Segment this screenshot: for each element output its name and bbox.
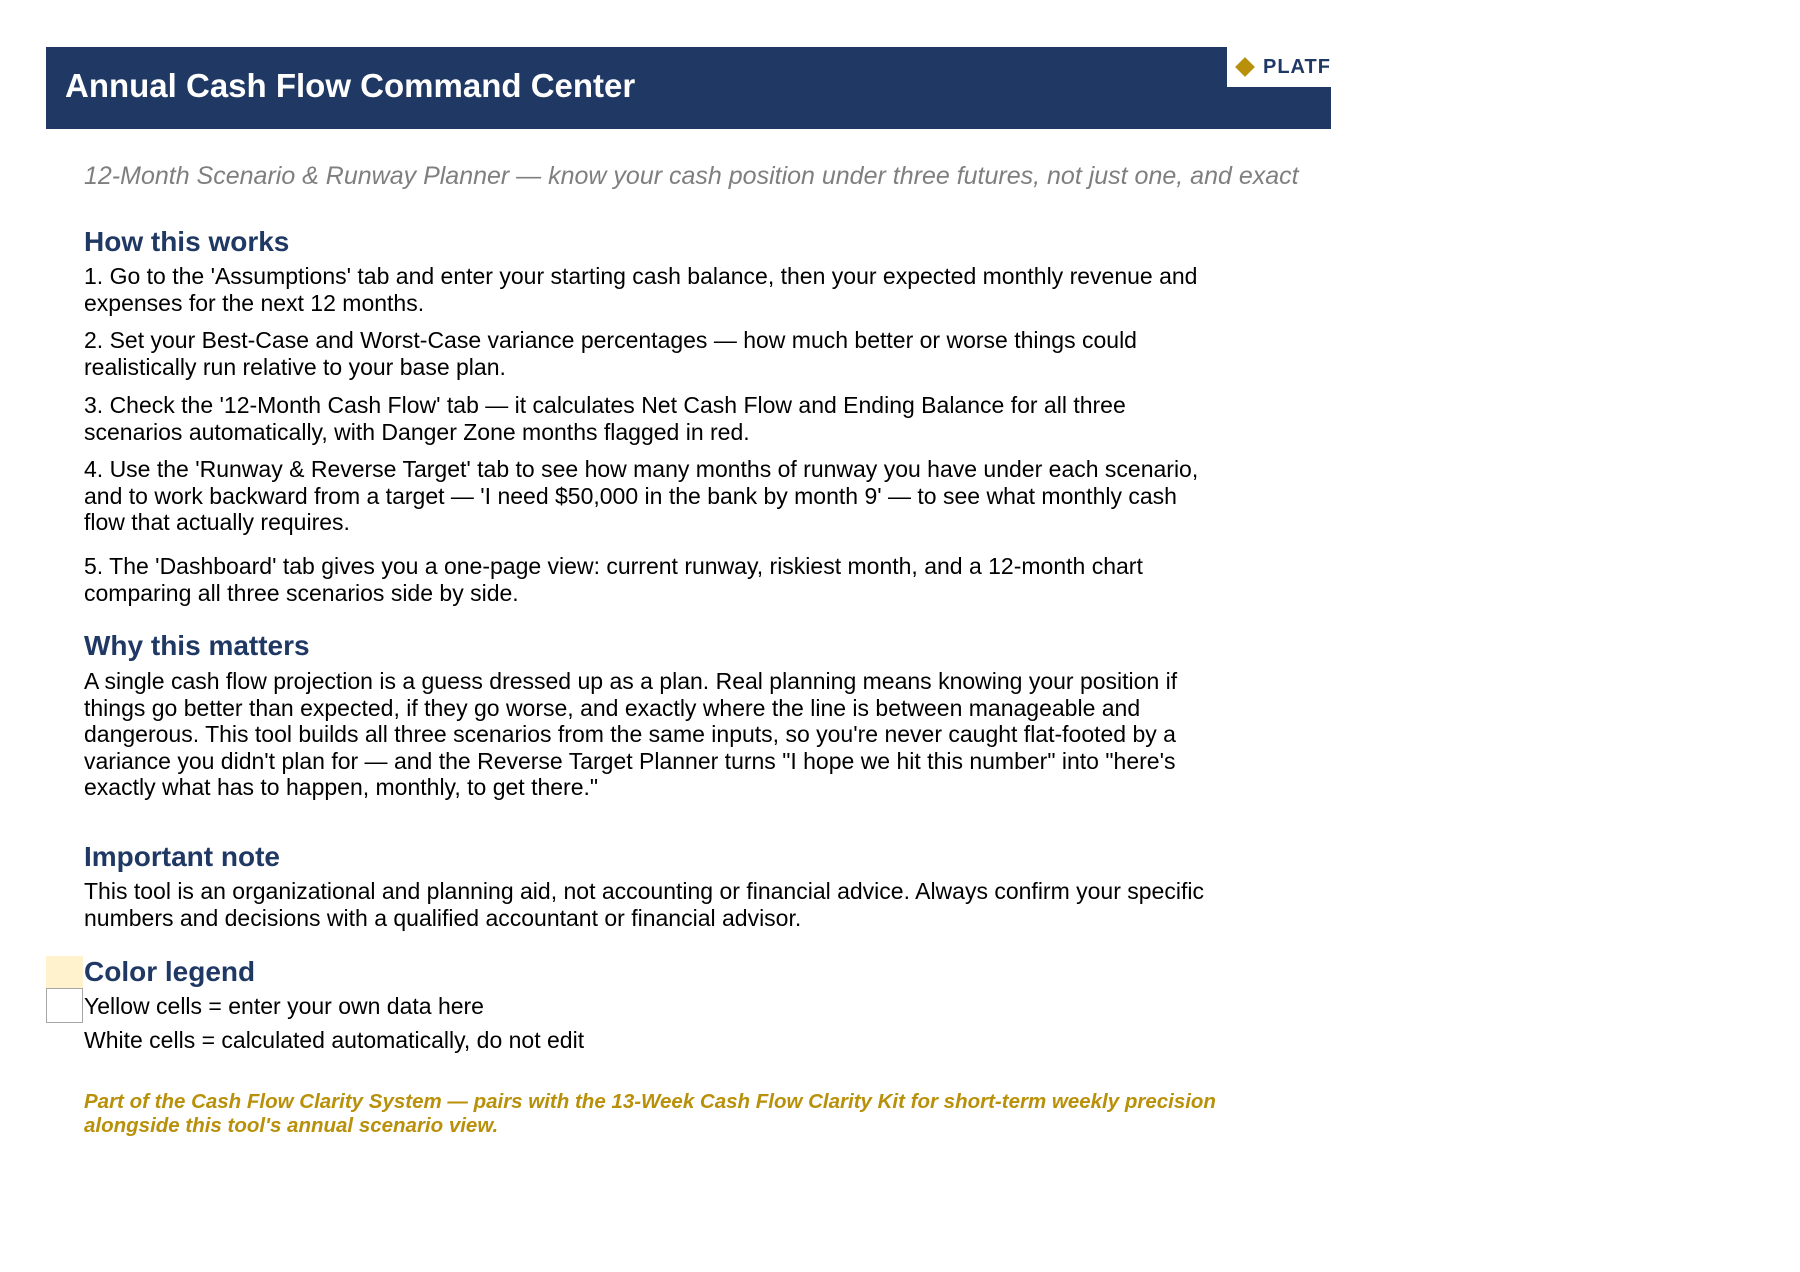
- step-4: 4. Use the 'Runway & Reverse Target' tab to see how many months of runway you have under each scenario, and to work backward from a target — 'I need $50,000 in the bank by month 9' — to see what monthly cash flow that actually requires.: [84, 456, 1199, 535]
- step-1: 1. Go to the 'Assumptions' tab and enter your starting cash balance, then your expected monthly revenue and expenses for the next 12 months.: [84, 263, 1198, 316]
- footer-note: Part of the Cash Flow Clarity System — pairs with the 13-Week Cash Flow Clarity Kit for short-term weekly precision alongside this tool's annual scenario view.: [84, 1090, 1216, 1137]
- legend-white-swatch: [46, 988, 83, 1023]
- color-legend-heading: Color legend: [84, 956, 256, 987]
- page-subtitle: 12-Month Scenario & Runway Planner — know your cash position under three futures, not just one, and exact: [84, 162, 1299, 190]
- brand-logo-text: PLATF: [1263, 56, 1331, 78]
- step-3: 3. Check the '12-Month Cash Flow' tab — it calculates Net Cash Flow and Ending Balance for all three scenarios automatically, with Danger Zone months flagged in red.: [84, 392, 1126, 445]
- important-note-heading: Important note: [84, 841, 280, 872]
- important-note-body: This tool is an organizational and planning aid, not accounting or financial advice. Always confirm your specific numbers and decisions with a qualified accountant or financial advisor.: [84, 878, 1204, 931]
- step-5: 5. The 'Dashboard' tab gives you a one-page view: current runway, riskiest month, and a 12-month chart comparing all three scenarios side by side.: [84, 553, 1143, 606]
- why-it-matters-heading: Why this matters: [84, 630, 310, 661]
- brand-logo: [1227, 47, 1331, 87]
- how-it-works-heading: How this works: [84, 226, 290, 257]
- legend-yellow-swatch: [46, 956, 83, 988]
- step-2: 2. Set your Best-Case and Worst-Case variance percentages — how much better or worse things could realistically run relative to your base plan.: [84, 327, 1137, 380]
- diamond-icon: [1235, 57, 1255, 77]
- legend-white-label: White cells = calculated automatically, do not edit: [84, 1027, 585, 1053]
- subtitle-cell: [84, 162, 1331, 198]
- why-it-matters-body: A single cash flow projection is a guess dressed up as a plan. Real planning means knowing your position if things go better than expected, if they go worse, and exactly where the line is between manageable and dangerous. This tool builds all three scenarios from the same inputs, so you're never caught flat-footed by a variance you didn't plan for — and the Reverse Target Planner turns "I hope we hit this number" into "here's exactly what has to happen, monthly, to get there.": [84, 668, 1178, 800]
- title-banner: [46, 47, 1331, 129]
- legend-yellow-label: Yellow cells = enter your own data here: [84, 993, 484, 1019]
- page-title: Annual Cash Flow Command Center: [65, 67, 636, 104]
